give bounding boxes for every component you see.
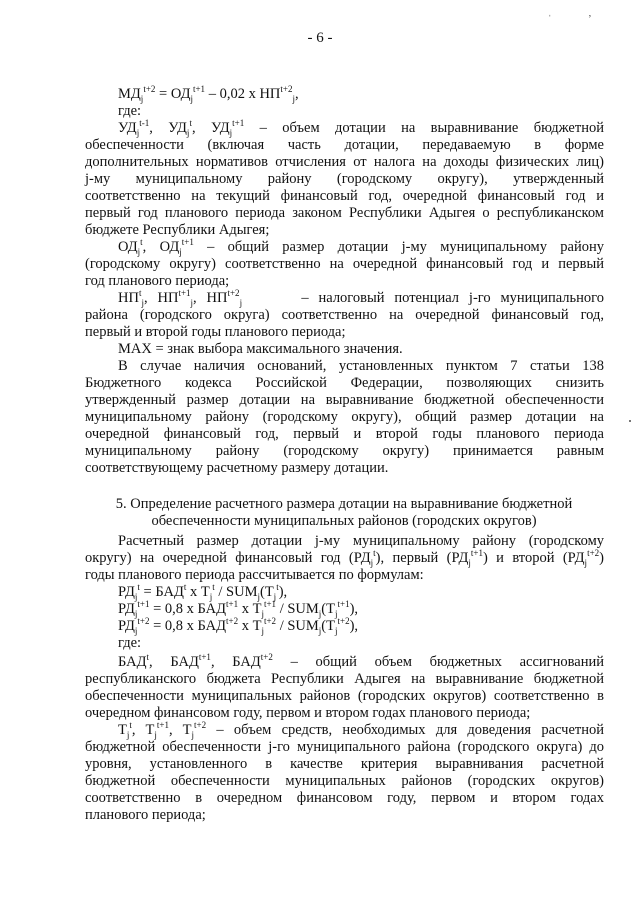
text-line: j-му муниципальному району (городскому округу), утвержденный — [85, 171, 604, 187]
text-line: 5. Определение расчетного размера дотации на выравнивание бюджетной — [115, 496, 573, 512]
text-line: $РД_j^{t+2} = 0,8$ х $БАД^{t+2}$ х $T_j^{t+2} / SUM_j(T_j^{t+2})$, — [118, 616, 359, 636]
text-line: Бюджетного кодекса Российской Федерации, позволяющих снизить — [85, 375, 604, 391]
text-line: дополнительных нормативов отчисления от налога на доходы физических лиц) — [85, 154, 604, 170]
scan-speck — [629, 420, 631, 422]
text-line: обеспеченности муниципальных районов (городских округов) соответственно в — [85, 688, 604, 704]
text-line: $РД_j^t = БАД^t$ х $T_j^t / SUM_j(T_j^t)$, — [118, 582, 288, 602]
text-line: района (городского округа) соответственно на очередной финансовый год, — [85, 307, 604, 323]
text-line: В случае наличия оснований, установленных пунктом 7 статьи 138 — [118, 358, 604, 374]
text-line: где: — [118, 103, 142, 119]
text-line: первый и второй годы планового периода; — [85, 324, 346, 340]
scan-mark: ʼ — [588, 13, 592, 25]
text-line: округу) на очередной финансовый год $(РД_j^t)$, первый $(РД_j^{t+1})$ и второй $(РД_j^{t+2})$ — [85, 548, 604, 568]
text-line: соответственно на текущий финансовый год, очередной финансовый год и — [85, 188, 604, 204]
text-line: муниципальному району (городскому округу) принимается равным — [85, 443, 604, 459]
text-line: $РД_j^{t+1} = 0,8$ х $БАД^{t+1}$ х $T_j^{t+1} / SUM_j(T_j^{t+1})$, — [118, 599, 359, 619]
text-line: обеспеченности (включая часть дотации, передаваемую в форме — [85, 137, 604, 153]
text-line: БАД$^t$, $БАД^{t+1}$, $БАД^{t+2}$ – общий объем бюджетных ассигнований — [118, 652, 604, 670]
text-line: бюджетной обеспеченности муниципальных районов (городских округов) — [85, 773, 604, 789]
scan-mark: ˈ — [548, 13, 552, 25]
text-line: муниципальному району (городскому округу), общий размер дотации на — [85, 409, 604, 425]
text-line: республиканского бюджета Республики Адыгея на выравнивание бюджетной — [85, 671, 604, 687]
text-line: очередной финансовый год, первый и второй годы планового периода — [85, 426, 604, 442]
text-line: бюджетной обеспеченности j-го муниципального района (городского округа) до — [85, 739, 604, 755]
text-line: $T_j^t$, $T_j^{t+1}$, $T_j^{t+2}$ – объем средств, необходимых для доведения расчетной — [118, 720, 604, 740]
text-line: где: — [118, 635, 142, 651]
text-line: (городскому округу) соответственно на очередной финансовый год и первый — [85, 256, 604, 272]
text-line: обеспеченности муниципальных районов (городских округов) — [151, 513, 537, 529]
text-line: уровня, установленного в качестве критерия выравнивания расчетной — [85, 756, 604, 772]
text-line: MAX = знак выбора максимального значения. — [118, 341, 403, 357]
text-line: $НП^t_j$, $НП^{t+1}_j$, $НП^{t+2}_j$ – налоговый потенциал j-го муниципального — [118, 288, 604, 308]
text-line: утвержденный размер дотации на выравнивание бюджетной обеспеченности — [85, 392, 604, 408]
text-line: планового периода; — [85, 807, 206, 823]
text-line: первый год планового периода законом Республики Адыгея о республиканском — [85, 205, 604, 221]
text-line: $УД_j^{t-1}$, $УД_j^t$, $УД_j^{t+1}$ – объем дотации на выравнивание бюджетной — [118, 118, 604, 138]
text-line: соответственно в очередном финансовом году, первом и втором годах — [85, 790, 604, 806]
text-line: очередном финансовом году, первом и втором годах планового периода; — [85, 705, 531, 721]
text-line: $ОД_j^t$, $ОД_j^{t+1}$ – общий размер дотации j-му муниципальному району — [118, 237, 604, 257]
text-line: соответствующему расчетному размеру дотации. — [85, 460, 389, 476]
text-line: годы планового периода рассчитывается по формулам: — [85, 567, 424, 583]
text-line: бюджете Республики Адыгея; — [85, 222, 270, 238]
page-number: - 6 - — [307, 30, 333, 46]
text-line: $МД_j^{t+2} = ОД_j^{t+1} - 0,02$ х $НП^{t+2}_j$, — [118, 84, 299, 104]
text-line: Расчетный размер дотации j-му муниципальному району (городскому — [118, 533, 604, 549]
text-line: год планового периода; — [85, 273, 230, 289]
